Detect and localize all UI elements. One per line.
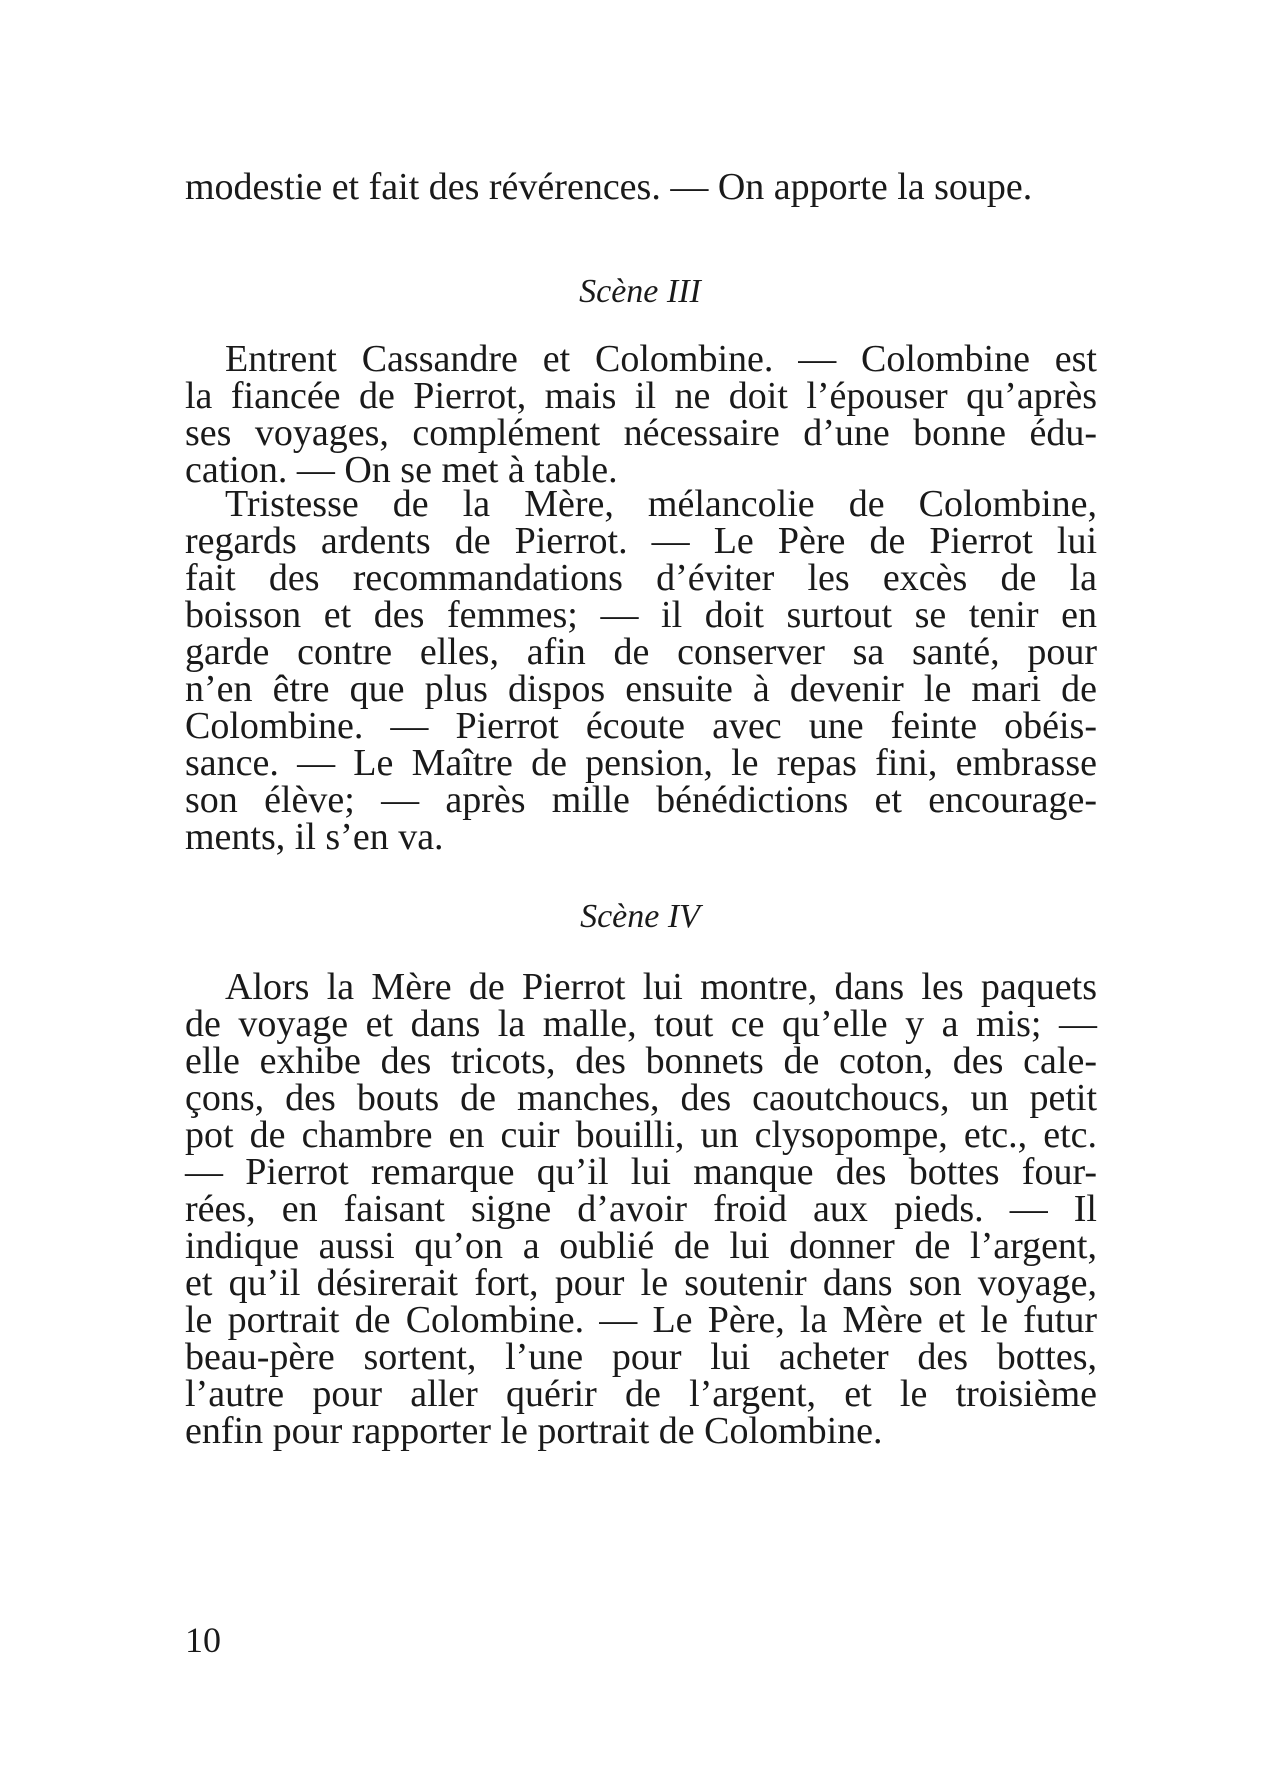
text-line: ments, il s’en va. [185, 816, 444, 858]
text-line: Alors la Mère de Pierrot lui montre, dans les paquets [225, 966, 1097, 1008]
text-line: de voyage et dans la malle, tout ce qu’elle y a mis; — [185, 1003, 1097, 1045]
text-line: cation. — On se met à table. [185, 449, 618, 491]
text-line: et qu’il désirerait fort, pour le soutenir dans son voyage, [185, 1262, 1097, 1304]
text-line: boisson et des femmes; — il doit surtout se tenir en [185, 594, 1097, 636]
text-line: sance. — Le Maître de pension, le repas fini, embrasse [185, 742, 1097, 784]
text-line: regards ardents de Pierrot. — Le Père de Pierrot lui [185, 520, 1097, 562]
text-line: indique aussi qu’on a oublié de lui donner de l’argent, [185, 1225, 1097, 1267]
text-line: — Pierrot remarque qu’il lui manque des bottes four- [185, 1151, 1097, 1193]
text-line: le portrait de Colombine. — Le Père, la Mère et le futur [185, 1299, 1097, 1341]
page-number: 10 [185, 1620, 221, 1660]
text-line: son élève; — après mille bénédictions et encourage- [185, 779, 1097, 821]
text-line: modestie et fait des révérences. — On apporte la soupe. [185, 166, 1033, 208]
text-line: la fiancée de Pierrot, mais il ne doit l’épouser qu’après [185, 375, 1097, 417]
text-line: Tristesse de la Mère, mélancolie de Colombine, [225, 483, 1097, 525]
text-line: l’autre pour aller quérir de l’argent, et le troisième [185, 1373, 1097, 1415]
scene-heading: Scène III [579, 273, 701, 310]
text-line: çons, des bouts de manches, des caoutchoucs, un petit [185, 1077, 1097, 1119]
text-line: Colombine. — Pierrot écoute avec une feinte obéis- [185, 705, 1097, 747]
text-line: rées, en faisant signe d’avoir froid aux pieds. — Il [185, 1188, 1097, 1230]
text-line: pot de chambre en cuir bouilli, un clysopompe, etc., etc. [185, 1114, 1097, 1156]
text-line: ses voyages, complément nécessaire d’une bonne édu- [185, 412, 1097, 454]
text-line: garde contre elles, afin de conserver sa santé, pour [185, 631, 1097, 673]
scene-heading: Scène IV [580, 898, 700, 935]
text-line: enfin pour rapporter le portrait de Colombine. [185, 1410, 883, 1452]
text-line: fait des recommandations d’éviter les excès de la [185, 557, 1097, 599]
text-line: Entrent Cassandre et Colombine. — Colombine est [225, 338, 1097, 380]
text-line: n’en être que plus dispos ensuite à devenir le mari de [185, 668, 1097, 710]
text-line: beau-père sortent, l’une pour lui acheter des bottes, [185, 1336, 1097, 1378]
text-line: elle exhibe des tricots, des bonnets de coton, des cale- [185, 1040, 1097, 1082]
